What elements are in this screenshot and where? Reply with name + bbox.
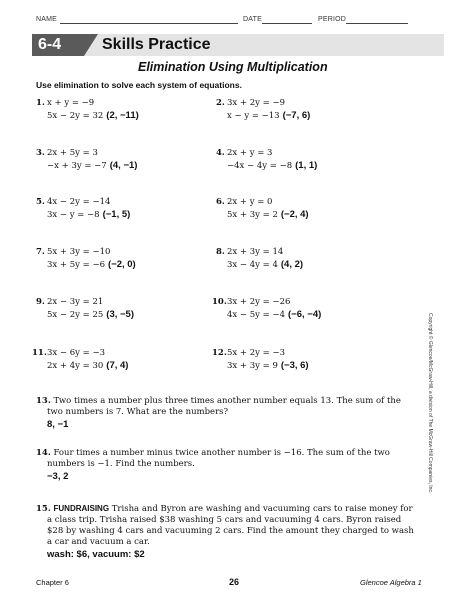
problem-5 xyxy=(36,196,130,221)
problem-number: 3. xyxy=(36,148,45,158)
lesson-subtitle: Elimination Using Multiplication xyxy=(138,60,328,74)
problem-category: FUNDRAISING xyxy=(53,504,110,513)
equation-2: 3x + 3y = 9 xyxy=(227,360,278,371)
equation-1: 3x + 2y = −26 xyxy=(227,297,291,307)
name-line xyxy=(60,23,238,24)
period-label: PERIOD xyxy=(318,16,347,23)
equation-2: 2x + 4y = 30 xyxy=(47,360,104,371)
problem-2 xyxy=(216,97,310,122)
lesson-number: 6-4 xyxy=(38,36,62,53)
equation-2: 3x − 4y = 4 xyxy=(227,259,278,270)
problem-number: 12. xyxy=(212,348,227,358)
equation-2: x − y = −13 xyxy=(227,110,280,121)
problem-1 xyxy=(36,97,139,122)
answer: (1, 1) xyxy=(295,159,318,171)
page-number: 26 xyxy=(229,577,240,587)
answer: (−6, −4) xyxy=(288,308,322,320)
problem-10 xyxy=(212,296,321,321)
equation-2: −x + 3y = −7 xyxy=(47,160,107,171)
answer: (−3, 6) xyxy=(280,359,309,371)
equation-2: 4x − 5y = −4 xyxy=(227,309,285,320)
answer: (4, −1) xyxy=(109,159,138,171)
answer: 8, −1 xyxy=(47,419,69,430)
problem-9 xyxy=(36,296,134,321)
problem-number: 2. xyxy=(216,98,225,108)
problem-6 xyxy=(216,196,309,221)
problem-4 xyxy=(216,147,317,172)
directions: Use elimination to solve each system of equations. xyxy=(36,80,242,90)
problem-15 xyxy=(36,503,416,561)
problem-number: 4. xyxy=(216,148,225,158)
problem-number: 13. xyxy=(36,396,51,406)
equation-1: 2x − 3y = 21 xyxy=(47,297,104,307)
period-line xyxy=(346,23,408,24)
problem-number: 5. xyxy=(36,197,45,207)
problem-number: 15. xyxy=(36,504,51,514)
problem-text: Two times a number plus three times another number equals 13. The sum of the two numbers is 7. What are the numbers? xyxy=(47,396,401,417)
footer-chapter: Chapter 6 xyxy=(36,578,69,587)
equation-1: 2x + 5y = 3 xyxy=(47,148,98,158)
problem-number: 11. xyxy=(32,348,47,358)
problem-number: 8. xyxy=(216,247,225,257)
problem-number: 6. xyxy=(216,197,225,207)
answer: (−7, 6) xyxy=(282,109,311,121)
equation-1: 2x + y = 3 xyxy=(227,148,273,158)
page-title: Skills Practice xyxy=(102,36,211,53)
problem-text: Four times a number minus twice another number is −16. The sum of the two numbers is −1. Find the numbers. xyxy=(47,448,390,469)
lesson-tab-slant xyxy=(84,34,98,56)
problem-number: 9. xyxy=(36,297,45,307)
equation-1: 2x + 3y = 14 xyxy=(227,247,284,257)
problem-7 xyxy=(36,246,136,271)
problem-12 xyxy=(212,347,309,372)
problem-3 xyxy=(36,147,137,172)
equation-2: 3x + 5y = −6 xyxy=(47,259,105,270)
equation-1: 5x + 2y = −3 xyxy=(227,348,285,358)
problem-number: 7. xyxy=(36,247,45,257)
problem-11 xyxy=(32,347,128,372)
name-label: NAME xyxy=(36,16,58,23)
problem-number: 14. xyxy=(36,448,51,458)
problem-14 xyxy=(36,448,416,483)
answer: (2, −11) xyxy=(106,109,139,121)
problem-13 xyxy=(36,396,416,431)
equation-2: −4x − 4y = −8 xyxy=(227,160,293,171)
answer: (7, 4) xyxy=(106,359,129,371)
date-label: DATE xyxy=(243,16,262,23)
equation-2: 5x − 2y = 32 xyxy=(47,110,104,121)
problem-number: 1. xyxy=(36,98,45,108)
equation-1: 2x + y = 0 xyxy=(227,197,273,207)
date-line xyxy=(262,23,312,24)
equation-1: 5x + 3y = −10 xyxy=(47,247,111,257)
answer: −3, 2 xyxy=(47,471,69,482)
footer-book: Glencoe Algebra 1 xyxy=(360,578,422,587)
equation-2: 5x − 2y = 25 xyxy=(47,309,104,320)
problem-8 xyxy=(216,246,303,271)
equation-2: 3x − y = −8 xyxy=(47,209,100,220)
equation-1: x + y = −9 xyxy=(47,98,95,108)
problem-number: 10. xyxy=(212,297,227,307)
equation-2: 5x + 3y = 2 xyxy=(227,209,278,220)
equation-1: 3x + 2y = −9 xyxy=(227,98,285,108)
copyright-text: Copyright © Glencoe/McGraw-Hill, a division of The McGraw-Hill Companies, Inc. xyxy=(427,313,433,494)
answer: (−2, 0) xyxy=(108,258,136,270)
problem-text: Trisha and Byron are washing and vacuuming cars to raise money for a class trip. Trisha raised $38 washing 5 cars and vacuuming 4 cars. Byron raised $28 by washing 4 cars and vacuuming 2 cars. Find the amount they charged to wash a car and vacuum a car. xyxy=(47,504,414,547)
answer: (3, −5) xyxy=(106,308,135,320)
answer: (4, 2) xyxy=(280,258,304,270)
answer: (−2, 4) xyxy=(280,208,309,220)
answer: wash: $6, vacuum: $2 xyxy=(47,549,145,560)
equation-1: 3x − 6y = −3 xyxy=(47,348,105,358)
equation-1: 4x − 2y = −14 xyxy=(47,197,111,207)
answer: (−1, 5) xyxy=(102,208,131,220)
